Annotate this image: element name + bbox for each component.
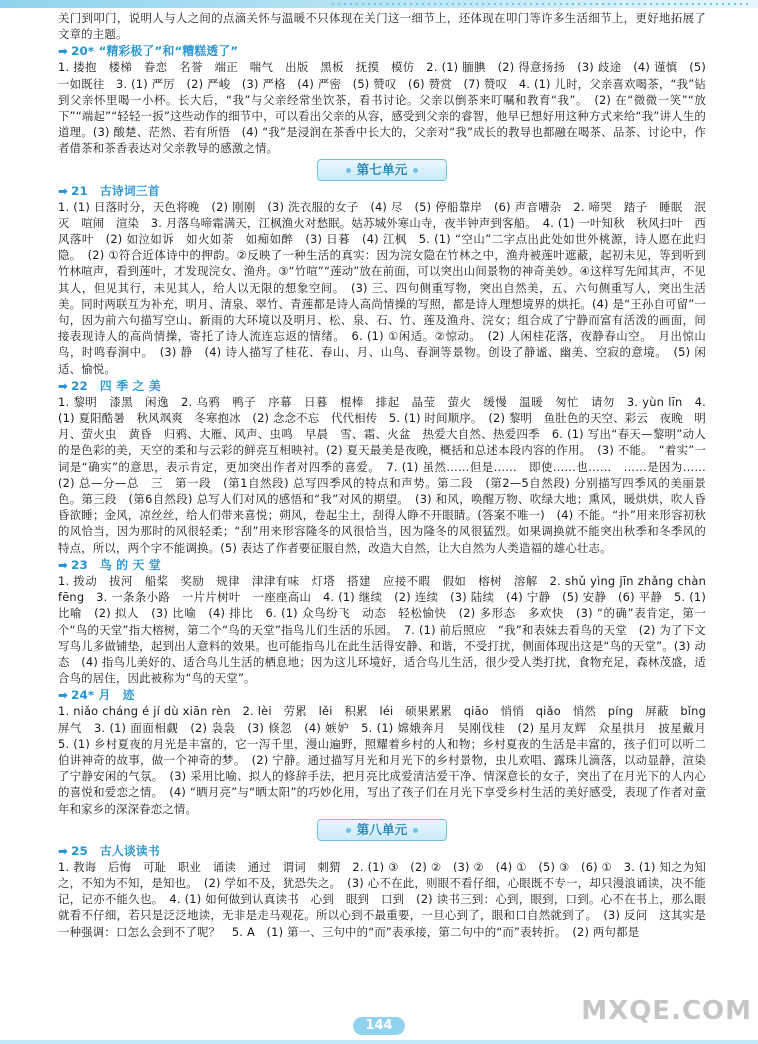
lesson-title: 24* 月 迹 bbox=[71, 688, 135, 703]
lesson-title: 25 古人谈读书 bbox=[71, 843, 160, 858]
answer-paragraph: 1. 教诲 后悔 可耻 职业 诵读 通过 谓词 刺猬 2. (1) ③ (2) ② (3) ② (4) ① (5) ③ (6) ① 3. (1) 知之为知之，不知为不知，是知也。 (2) 学如不及，犹恐失之。 (3) 心不在此，则眼不看仔细，心眼既不专一，却只漫浪诵读，决不能记，记亦不能久也。 4. (1) 如何做到认真读书 心到 眼到 口到 (2) 读书三到：心到，眼到，口到。心不在书上，那么眼就看不仔细，若只是泛泛地读，无非是走马观花。所以心到不最重要，一旦心到了，眼和口自然就到了。 (3) 反问 这其实是一种强调：口怎么会到不了呢？ 5. A (1) 第一、三句中的“而”表承接，第二句中的“而”表转折。 (2) 两句都是 bbox=[58, 859, 706, 939]
lesson-heading bbox=[58, 378, 706, 394]
arrow-icon: ➡ bbox=[58, 557, 69, 572]
unit-banner bbox=[317, 159, 448, 181]
answer-paragraph: 1. 黎明 漆黑 闲逸 2. 乌鸦 鸭子 序幕 日暮 棍棒 排起 晶莹 萤火 缓慢 温暖 匆忙 请勿 3. yùn līn 4. (1) 夏阳酷暑 秋风飒爽 冬寒抱冰 (2) 念念不忘 代代相传 5. (1) 时间顺序。 (2) 黎明 鱼肚色的天空、彩云 夜晚 明月、萤火虫 黄昏 归鸦、大雁、风声、虫鸣 早晨 雪、霜、火盆 热爱大自然、热爱四季 6. (1) 写出“春天—黎明”动人的是色彩的美，天空的柔和与云彩的鲜亮互相映衬。(2) 夏天最美是夜晚，概括和总述本段内容的作用。 (3) 不能。 “着实”一词是“确实”的意思，表示肯定，更加突出作者对四季的喜爱。 7. (1) 虽然……但是…… 即使……也…… ……是因为…… (2) 总—分—总 三 第一段 (第1自然段) 总写四季风的特点和声势。第二段 (第2—5自然段) 分别描写四季风的美丽景色。第三段 (第6自然段) 总写人们对风的感悟和“我”对风的期望。 (3) 和风，唤醒万物、吹绿大地；熏风，暖烘烘，吹人昏昏欲睡；金风，凉丝丝，给人们带来喜悦；朔风，卷起尘土，刮得人睁不开眼睛。(答案不唯一) (4) 不能。“扑”用来形容初秋的风恰当，因为那时的风很轻柔；“刮”用来形容隆冬的风很恰当，因为隆冬的风很猛烈。如果调换就不能突出秋季和冬季风的特点，所以，两个字不能调换。(5) 表达了作者要征服自然，改造大自然，让大自然为人类造福的雄心壮志。 bbox=[58, 394, 718, 555]
lesson-title: 20* “精彩极了”和“糟糕透了” bbox=[71, 44, 239, 59]
banner-ornament-icon bbox=[346, 168, 351, 173]
lesson-heading bbox=[58, 183, 706, 199]
arrow-icon: ➡ bbox=[58, 183, 69, 198]
unit-title: 第八单元 bbox=[356, 821, 408, 837]
answer-paragraph: 1. 搂抱 楼梯 眷恋 名誉 端正 喘气 出版 黑板 抚摸 模仿 2. (1) 腼腆 (2) 得意扬扬 (3) 歧途 (4) 谨慎 (5) 一如既往 3. (1) 严厉 (2) 严峻 (3) 严格 (4) 严密 (5) 赞叹 (6) 赞赏 (7) 赞叹 4. (1) 儿时，父亲喜欢喝茶，“我”钻到父亲怀里喝一小杯。长大后，“我”与父亲经常坐饮茶，看书讨论。父亲以倒茶来叮嘱和教育“我”。 (2) 在“微微一笑”“放下”“端起”“轻轻一扳”这些动作的细节中，可以看出父亲的从容，感受到父亲的睿智，他早已想好用这种方式来给“我”讲人生的道理。(3) 酸楚、茫然、若有所悟 (4) “我”是浸润在茶香中长大的，父亲对“我”成长的教导也都融在喝茶、品茶、讨论中，作者借茶和茶香表达对父亲教导的感激之情。 bbox=[58, 60, 706, 156]
top-dot-pattern bbox=[330, 2, 750, 6]
unit-banner-row bbox=[58, 819, 706, 841]
arrow-icon: ➡ bbox=[58, 378, 69, 393]
unit-banner bbox=[317, 819, 448, 841]
page-number: 144 bbox=[353, 1017, 404, 1035]
banner-ornament-icon bbox=[346, 828, 351, 833]
banner-ornament-icon bbox=[413, 168, 418, 173]
watermark-logo: MXQE.COM bbox=[581, 996, 752, 1026]
page-number-area bbox=[0, 1014, 758, 1035]
lesson-title: 23 鸟 的 天 堂 bbox=[71, 557, 161, 572]
answer-key-content bbox=[58, 10, 718, 940]
bottom-band bbox=[0, 1040, 758, 1044]
lesson-heading bbox=[58, 43, 706, 59]
lesson-heading bbox=[58, 557, 706, 573]
answer-paragraph: 关门到叩门，说明人与人之间的点滴关怀与温暖不只体现在关门这一细节上，还体现在叩门等许多生活细节上，更好地拓展了文章的主题。 bbox=[58, 11, 706, 42]
lesson-heading bbox=[58, 687, 706, 703]
answer-paragraph: 1. 拨动 拔河 船桨 奖励 规律 津津有味 灯塔 搭建 应接不暇 假如 榕树 溶解 2. shǔ yìng jīn zhǎng chàn fēng 3. 一条条小路 一片片树叶 一座座高山 4. (1) 继续 (2) 连续 (3) 陆续 (4) 宁静 (5) 安静 (6) 平静 5. (1) 比喻 (2) 拟人 (3) 比喻 (4) 排比 6. (1) 众鸟纷飞 动态 轻松愉快 (2) 多形态 多欢快 (3) “的确”表肯定，第一个“鸟的天堂”指大榕树，第二个“鸟的天堂”指鸟儿们生活的乐园。 7. (1) 前后照应 “我”和表妹去看鸟的天堂 (2) 为了下文写鸟儿多做铺垫，起到出人意料的效果。也可能指鸟儿在此生活得安静、和谐，不受打扰，侧面体现出这是“鸟的天堂”。(3) 动态 (4) 指鸟儿美好的、适合鸟儿生活的栖息地；因为这儿环境好，适合鸟儿生活，很少受人类打扰，食物充足，森林茂盛，适合鸟的居住，因此被称为“鸟的天堂”。 bbox=[58, 573, 706, 686]
lesson-title: 22 四 季 之 美 bbox=[71, 378, 161, 393]
answer-paragraph: 1. (1) 日落时分，天色将晚 (2) 刚刚 (3) 洗衣服的女子 (4) 尽 (5) 停船靠岸 (6) 声音嘈杂 2. 啼哭 踏子 睡眠 泯灭 喧闹 渲染 3. 月落乌啼霜满天，江枫渔火对愁眠。姑苏城外寒山寺，夜半钟声到客船。 4. (1) 一叶知秋 秋风扫叶 西风落叶 (2) 如泣如诉 如火如荼 如痴如醉 (3) 日暮 (4) 江枫 5. (1) “空山”二字点出此处如世外桃源，诗人愿在此归隐。 (2) ①符合近体诗中的押韵。②反映了一种生活的真实：因为浣女隐在竹林之中，渔舟被莲叶遮蔽，起初未见，等到听到竹林喧声，看到莲叶，才发现浣女、渔舟。③“竹喧”“莲动”放在前面，可以突出山间景物的神奇美妙。④这样写先闻其声，不见其人，但见其行，未见其人，给人以无限的想象空间。 (3) 三、四句侧重写物，突出自然美，五、六句侧重写人，突出生活美。同时两联互为补充，明月、清泉、翠竹、青莲都是诗人高尚情操的写照，都是诗人理想境界的烘托。(4) 是“王孙自可留”一句，因为前六句描写空山、新雨的大环境以及明月、松、泉、石、竹、莲及渔舟、浣女；组合成了宁静而富有活泼的画面，间接表现诗人的高尚情操，寄托了诗人流连忘返的情绪。 6. (1) ①闲适。②惊动。 (2) 人闲桂花落，夜静春山空。 月出惊山鸟，时鸣春涧中。 (3) 静 (4) 诗人描写了桂花、春山、月、山鸟、春涧等景物。创设了静谧、幽美、空寂的意境。 (5) 闲适、愉悦。 bbox=[58, 199, 706, 376]
arrow-icon: ➡ bbox=[58, 843, 69, 858]
lesson-heading bbox=[58, 843, 706, 859]
unit-title: 第七单元 bbox=[356, 161, 408, 177]
unit-banner-row bbox=[58, 159, 706, 181]
lesson-title: 21 古诗词三首 bbox=[71, 183, 160, 198]
arrow-icon: ➡ bbox=[58, 688, 69, 703]
banner-ornament-icon bbox=[413, 828, 418, 833]
arrow-icon: ➡ bbox=[58, 44, 69, 59]
answer-paragraph: 1. niǎo cháng é jí dù xiān rèn 2. lèi 劳累 lěi 积累 léi 硕果累累 qiāo 悄悄 qiǎo 悄然 píng 屏蔽 bǐng 屏气 3. (1) 面面相觑 (2) 袅袅 (3) 倏忽 (4) 嫉妒 5. (1) 嫦娥奔月 吴刚伐桂 (2) 星月友辉 众星拱月 披星戴月 5. (1) 乡村夏夜的月光是丰富的，它一泻千里，漫山遍野，照耀着乡村的人和物；乡村夏夜的生活是丰富的，孩子们可以听二伯讲神奇的故事，做一个神奇的梦。 (2) 宁静。通过描写月光和月光下的乡村景物，虫儿欢唱、露珠儿滴落，以动显静，渲染了宁静安闲的气氛。 (3) 采用比喻、拟人的修辞手法，把月亮比成爱清洁爱干净、情深意长的女子，突出了在月光下的人内心的喜悦和爱恋之情。 (4) “晒月亮”与“晒太阳”的巧妙化用，写出了孩子们在月光下享受乡村生活的美好感受，表现了作者对童年和家乡的深深眷恋之情。 bbox=[58, 704, 718, 816]
